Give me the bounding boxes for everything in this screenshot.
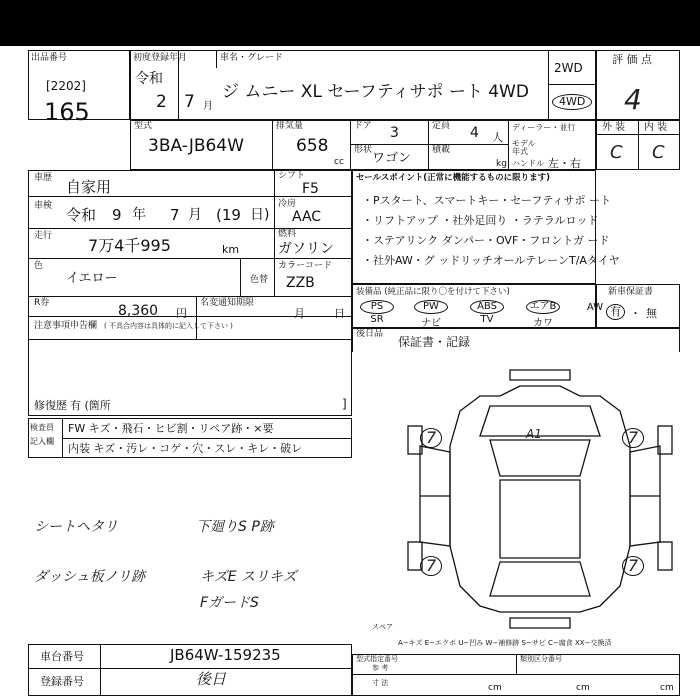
inspection-day: (19 [216,206,241,224]
equip-pw: PW [414,300,448,314]
doc-notice-label: 名変通知期限 [200,298,255,308]
dealer-label: ディーラー・並行 [512,123,576,132]
lot-label: 出品番号 [31,53,68,63]
spare-label: スペア [372,623,393,631]
cm-2: cm [576,683,590,693]
equip-aw: AW [586,302,604,313]
color-value: イエロー [66,271,118,286]
doc-notice-month: 月 [294,307,305,320]
reg-no-value: 後日 [196,670,227,688]
auction-code: [2202] [46,79,86,93]
sales-label: セールスポイント(正常に機能するものに限ります) [356,173,551,183]
score-label: 評 価 点 [612,53,652,66]
inspector-row-2: 内装 キズ・汚レ・コゲ・穴・スレ・キレ・破レ [68,442,303,455]
doc-notice-day: 日 [334,307,345,320]
warranty-no: 無 [646,307,657,320]
mileage-value: 7万4千995 [88,236,171,255]
mileage-label: 走行 [34,231,53,241]
exterior-value: C [610,142,623,163]
reg-no-label: 登録番号 [40,675,84,688]
first-reg-month: 7 [184,92,195,112]
chassis-value: JB64W-159235 [170,646,281,664]
inspector-label-2: 記入欄 [30,437,54,446]
load-label: 積載 [432,145,451,155]
equip-abs: ABS [470,300,504,314]
inspection-era: 令和 [66,206,97,224]
displacement-unit: cc [334,157,344,167]
usage-label: 車歴 [34,173,53,183]
equip-ps: PS [360,300,394,314]
ac-value: AAC [292,209,322,225]
inspector-row-1: FW キズ・飛石・ヒビ割・リペア跡・×要 [68,422,274,435]
shift-label: シフト [278,171,306,181]
cm-1: cm [488,683,502,693]
sales-point-2: ・リフトアップ ・社外足回り ・ラテラルロッド [362,214,599,227]
ref-label: 参 考 [372,664,389,672]
mark-7-front-left: 7 [420,428,442,448]
recycle-unit: 円 [176,307,187,320]
repair-label: 修復歴 [34,399,67,412]
drive-4wd-circled: 4WD [552,94,592,110]
chassis-label: 車台番号 [40,650,84,663]
dim-label: 寸 法 [372,679,389,687]
recycle-label: R券 [34,298,50,308]
equipment-label: 装備品 (純正品に限り〇を付けて下さい) [356,287,510,297]
color-code-label: カラーコード [278,261,333,271]
score-value: 4 [624,83,642,116]
color-change-label: 色替 [250,275,269,285]
handle-value: 左・右 [548,157,581,170]
interior-label: 内 装 [644,122,668,133]
handle-label: ハンドル [512,159,544,168]
first-reg-label: 初度登録年月 [133,53,188,63]
doors-value: 3 [390,125,399,141]
equip-navi: ナビ [421,318,441,329]
displacement-label: 排気量 [276,121,304,131]
inspection-month-unit: 月 [188,207,202,223]
repair-value: 有 (箇所 [70,399,111,412]
mark-a1: A1 [526,427,542,441]
sales-point-3: ・ステアリンク ダンパー・OVF・フロントガ ード [362,234,610,247]
capacity-unit: 人 [492,131,503,144]
equip-tv: TV [480,314,494,325]
model-value: ジ ムニー XL セーフティサポ ート 4WD [222,82,529,102]
inspection-label: 車検 [34,201,53,211]
load-unit: kg [496,159,507,169]
inspector-label-1: 検査員 [30,423,54,432]
mark-7-front-right: 7 [622,428,644,448]
color-label: 色 [34,261,44,271]
mark-7-rear-right: 7 [622,556,644,576]
interior-value: C [652,142,665,163]
color-code-value: ZZB [286,275,315,291]
inspection-day-unit: 日) [250,207,270,223]
ac-label: 冷房 [278,199,297,209]
capacity-value: 4 [470,125,479,141]
sales-point-4: ・社外AW・グ ッドリッチオールテレーンT/Aタイヤ [362,254,620,267]
type-cert-label: 型式指定番号 [356,655,398,663]
first-reg-year: 2 [156,92,167,112]
type-label: 型式 [134,121,153,131]
fuel-value: ガソリン [278,241,334,257]
body-value: ワゴン [372,151,412,166]
capacity-label: 定員 [432,121,451,131]
hand-note-seat: シートヘタリ [34,519,118,535]
model-label: 車名・グレード [220,53,284,63]
damage-legend: A−キズ E−エクボ U−凹み W−補修跡 S−サビ C−腐食 XX−交換済 [398,639,612,647]
usage-value: 自家用 [66,178,112,196]
warranty-sep: ・ [630,307,641,320]
hand-note-dash: ダッシュ板ノリ跡 [34,569,146,585]
notes-label: 注意事項申告欄 [34,321,98,331]
first-reg-month-unit: 月 [203,101,213,112]
body-label: 形状 [354,145,373,155]
model-year-label: モデル 年式 [512,139,536,156]
recycle-value: 8,360 [118,303,159,319]
mileage-unit: km [222,243,240,256]
exterior-label: 外 装 [602,122,626,133]
car-diagram [400,366,680,636]
hand-note-fguard: FガードS [200,595,259,611]
warranty-label: 新車保証書 [608,287,654,297]
shift-value: F5 [302,181,319,197]
sales-point-1: ・Pスタート、スマートキー・セーフティサポ ート [362,194,612,207]
displacement-value: 658 [296,136,329,156]
equip-airbag: エアB [526,300,560,314]
hand-note-under: 下廻りS P跡 [196,519,274,535]
inspection-month: 7 [170,206,180,224]
mark-7-rear-left: 7 [420,556,442,576]
type-value: 3BA-JB64W [148,136,244,156]
auction-sheet [0,46,700,700]
post-items-value: 保証書・記録 [398,335,471,349]
inspection-year: 9 [112,206,122,224]
post-items-label: 後日品 [356,329,384,339]
drive-2wd: 2WD [554,61,583,75]
repair-close: ] [342,397,347,411]
notes-sub: ( 不具合内容は具体的に記入して下さい ) [104,322,233,330]
warranty-yes-circled: 有 [606,304,625,320]
inspection-year-unit: 年 [132,207,146,223]
hand-note-scratch: キズE スリキズ [200,569,297,585]
equip-leather: カワ [533,318,553,329]
class-label: 類別区分番号 [520,655,562,663]
lot-number: 165 [44,98,90,126]
first-reg-era: 令和 [135,71,163,87]
cm-3: cm [660,683,674,693]
equip-sr: SR [370,314,384,325]
fuel-label: 燃料 [278,229,297,239]
doors-label: ドア [354,121,372,131]
